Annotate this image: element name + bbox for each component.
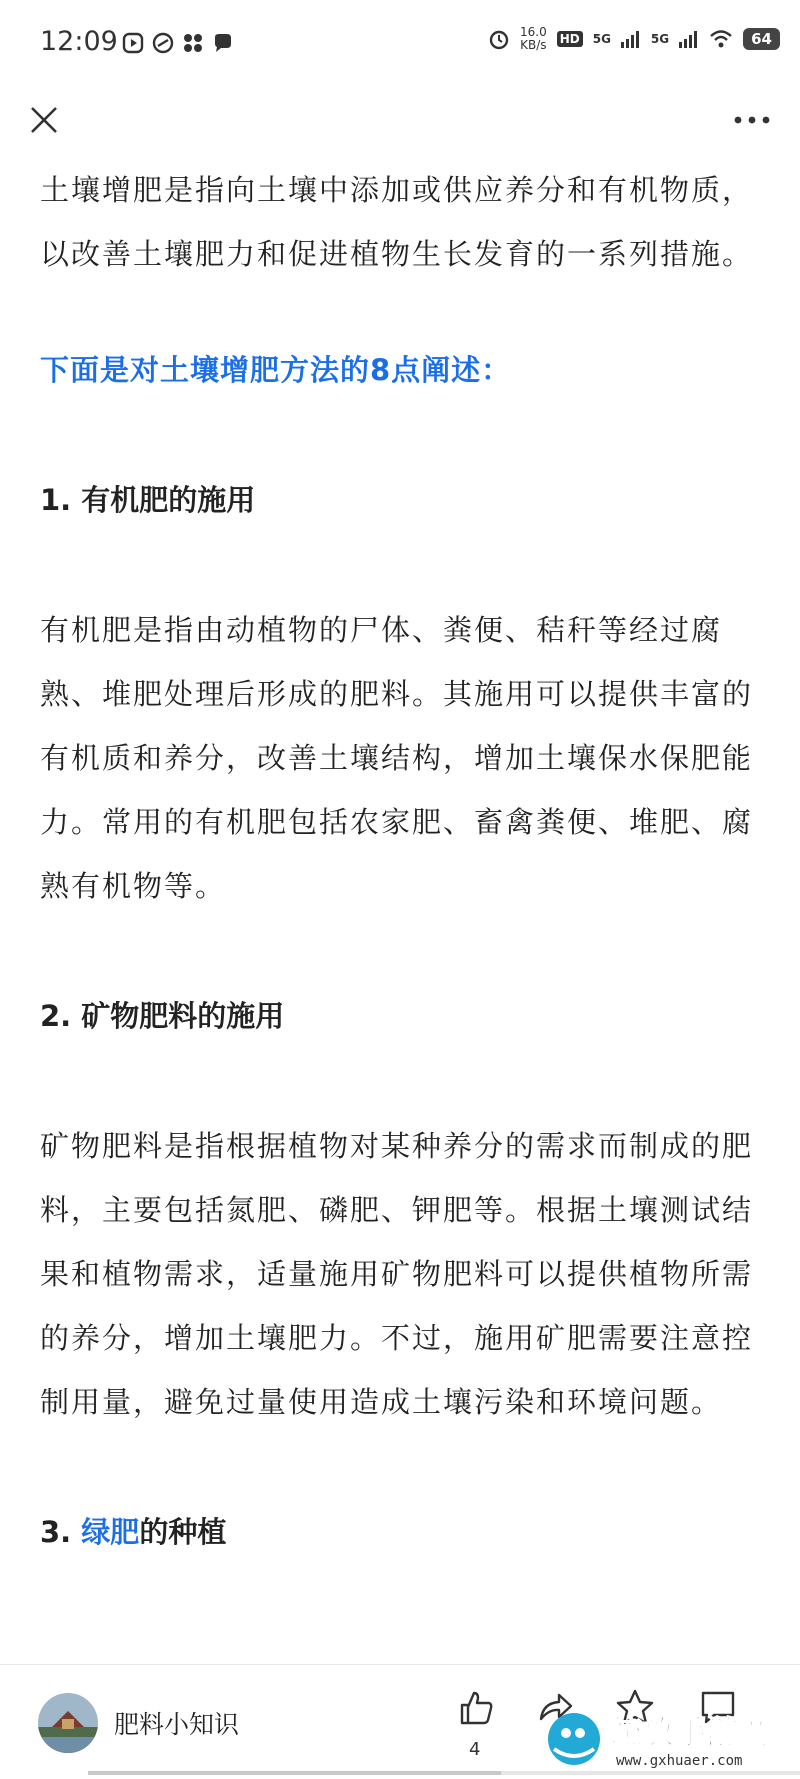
- signal-bars-icon: [679, 30, 699, 48]
- status-time: 12:09: [40, 26, 118, 57]
- section-body-1: 有机肥是指由动植物的尸体、粪便、秸秆等经过腐熟、堆肥处理后形成的肥料。其施用可以提供丰富的有机质和养分，改善土壤结构，增加土壤保水保肥能力。常用的有机肥包括农家肥、畜禽粪便、堆肥、腐熟有机物等。: [40, 613, 754, 903]
- message-icon: [212, 32, 234, 54]
- bottom-bar: [0, 1664, 800, 1779]
- thumbs-up-icon: [456, 1687, 496, 1727]
- close-button[interactable]: [24, 100, 64, 140]
- section-body-2: 矿物肥料是指根据植物对某种养分的需求而制成的肥料，主要包括氮肥、磷肥、钾肥等。根据土壤测试结果和植物需求，适量施用矿物肥料可以提供植物所需的养分，增加土壤肥力。不过，施用矿肥需要注意控制用量，避免过量使用造成土壤污染和环境问题。: [40, 1129, 754, 1419]
- watermark-title: 统放手游网: [610, 1713, 771, 1751]
- alarm-icon: [488, 28, 510, 50]
- account-avatar[interactable]: [38, 1693, 98, 1753]
- like-count: 4: [469, 1739, 481, 1760]
- notification-icons: [122, 32, 234, 54]
- section-heading-3: [40, 1500, 770, 1564]
- intro-paragraph: 土壤增肥是指向土壤中添加或供应养分和有机物质，以改善土壤肥力和促进植物生长发育的一系列措施。: [40, 173, 754, 271]
- hd-badge: HD: [557, 31, 583, 47]
- like-button[interactable]: [456, 1687, 504, 1731]
- section-heading-3-suffix: 的种植: [139, 1515, 227, 1549]
- net-speed-value: 16.0: [519, 25, 547, 39]
- top-bar: [0, 86, 800, 156]
- signal-5g-1: 5G: [592, 32, 611, 46]
- section-heading-2: 2. 矿物肥料的施用: [40, 999, 285, 1033]
- signal-5g-2: 5G: [650, 32, 670, 46]
- avatar-image: [38, 1693, 98, 1753]
- app-notification-icon: [152, 32, 174, 54]
- net-speed-unit: KB/s: [520, 38, 547, 52]
- reading-progress-track: [88, 1771, 800, 1775]
- status-bar: [0, 0, 800, 86]
- reading-progress-fill: [88, 1771, 501, 1775]
- battery-indicator: 64: [743, 28, 780, 50]
- play-icon: [122, 32, 144, 54]
- system-status: [488, 26, 780, 52]
- section-heading-3-prefix: 3.: [40, 1515, 82, 1549]
- account-name[interactable]: 肥料小知识: [114, 1710, 240, 1739]
- section-heading-1: 1. 有机肥的施用: [40, 483, 256, 517]
- wifi-icon: [709, 29, 733, 49]
- section-lead: 下面是对土壤增肥方法的8点阐述：: [40, 353, 512, 387]
- more-icon: [730, 100, 774, 140]
- green-manure-link[interactable]: 绿肥: [81, 1515, 140, 1549]
- article-content: [40, 158, 770, 1564]
- pinwheel-icon: [182, 32, 204, 54]
- watermark-url: www.gxhuaer.com: [616, 1753, 743, 1769]
- more-options-button[interactable]: [730, 100, 774, 140]
- watermark-logo: [540, 1705, 790, 1773]
- site-watermark: [540, 1705, 790, 1773]
- close-icon: [24, 100, 64, 140]
- signal-bars-icon: [621, 30, 641, 48]
- net-speed: [520, 26, 547, 52]
